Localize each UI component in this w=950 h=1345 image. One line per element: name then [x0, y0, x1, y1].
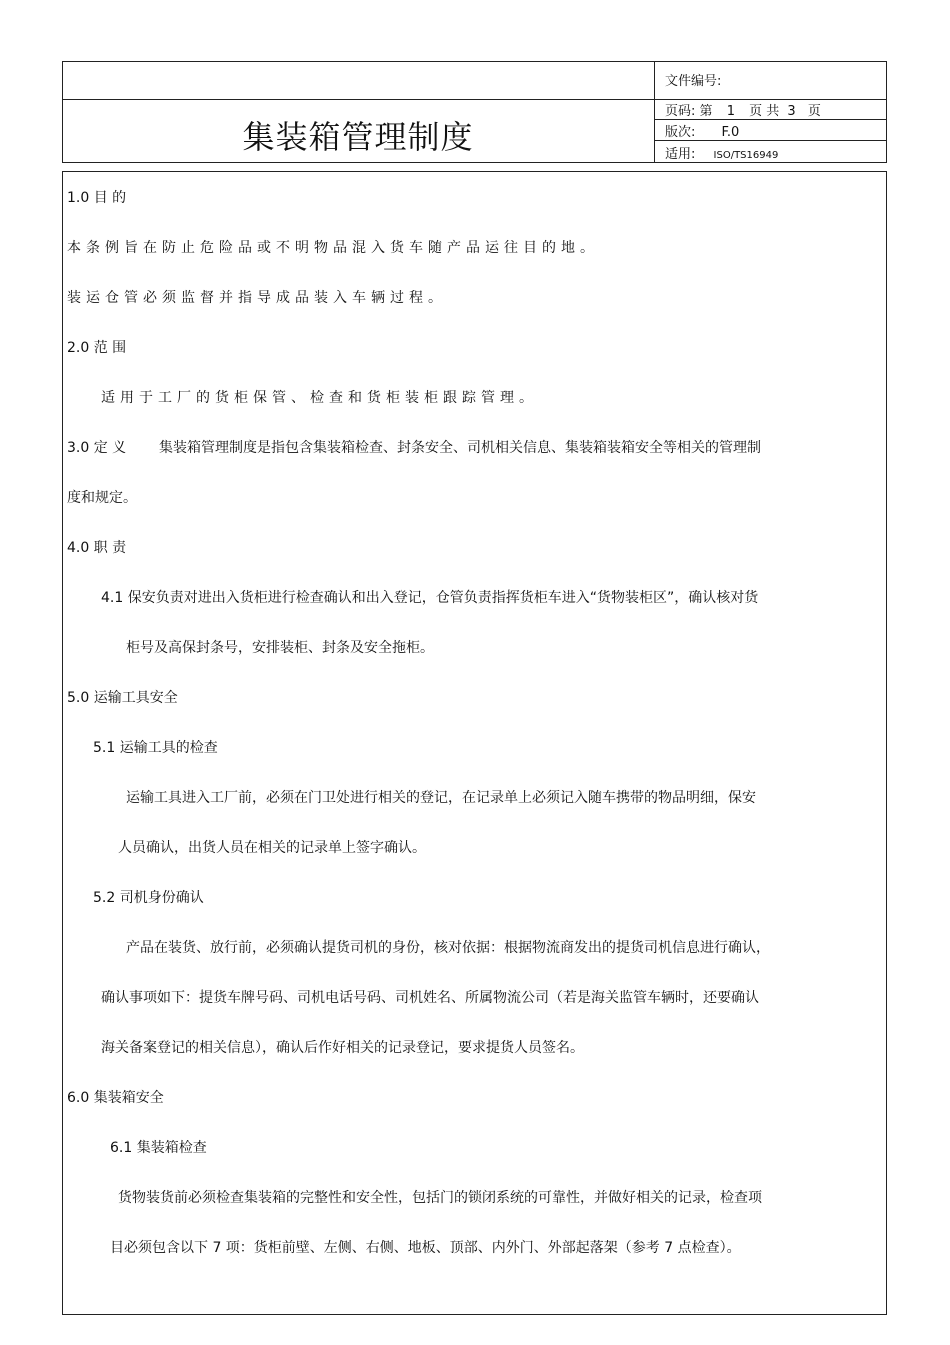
paragraph-line: 集装箱管理制度是指包含集装箱检查、封条安全、司机相关信息、集装箱装箱安全等相关的管理制 — [159, 440, 761, 456]
section-heading: 5.0 运输工具安全 — [67, 690, 178, 706]
section-heading: 1.0 目 的 — [67, 190, 127, 206]
page-current: 1 — [726, 104, 735, 119]
version-value: F.0 — [721, 125, 740, 140]
doc-number-label: 文件编号: — [665, 74, 722, 89]
paragraph-line: 货物装货前必须检查集装箱的完整性和安全性，包括门的锁闭系统的可靠性，并做好相关的记录，检查项 — [118, 1190, 762, 1206]
paragraph-line: 海关备案登记的相关信息），确认后作好相关的记录登记，要求提货人员签名。 — [101, 1040, 584, 1056]
page-total: 3 — [787, 104, 796, 119]
paragraph-line: 装运仓管必须监督并指导成品装入车辆过程。 — [67, 290, 447, 306]
page-mid: 页 共 — [749, 104, 780, 119]
subsection-heading: 5.2 司机身份确认 — [93, 890, 204, 906]
version-field — [665, 121, 739, 140]
document-title: 集装箱管理制度 — [242, 118, 474, 156]
subsection-heading: 5.1 运输工具的检查 — [93, 740, 218, 756]
page-number-field — [665, 100, 821, 119]
applies-value: ISO/TS16949 — [713, 150, 779, 161]
section-heading: 4.0 职 责 — [67, 540, 127, 556]
version-label: 版次: — [665, 125, 696, 140]
section-heading: 2.0 范 围 — [67, 340, 127, 356]
paragraph-line: 确认事项如下：提货车牌号码、司机电话号码、司机姓名、所属物流公司（若是海关监管车辆时，还要确认 — [101, 990, 759, 1006]
section-heading: 3.0 定 义 — [67, 440, 127, 456]
paragraph-line: 本条例旨在防止危险品或不明物品混入货车随产品运往目的地。 — [67, 240, 599, 256]
doc-number-field — [665, 70, 721, 89]
paragraph-line: 产品在装货、放行前，必须确认提货司机的身份，核对依据：根据物流商发出的提货司机信息进行确认， — [126, 940, 770, 956]
paragraph-line: 人员确认，出货人员在相关的记录单上签字确认。 — [118, 840, 426, 856]
paragraph-line: 4.1 保安负责对进出入货柜进行检查确认和出入登记，仓管负责指挥货柜车进入“货物装柜区”，确认核对货 — [101, 590, 759, 606]
applies-label: 适用: — [665, 147, 696, 162]
section-heading: 6.0 集装箱安全 — [67, 1090, 164, 1106]
page-label: 页码: — [665, 104, 696, 119]
page-prefix: 第 — [699, 104, 713, 119]
applies-field — [665, 143, 778, 162]
paragraph-line: 运输工具进入工厂前，必须在门卫处进行相关的登记，在记录单上必须记入随车携带的物品明细，保安 — [126, 790, 756, 806]
paragraph-line: 度和规定。 — [67, 490, 137, 506]
paragraph-line: 适用于工厂的货柜保管、检查和货柜装柜跟踪管理。 — [101, 390, 538, 406]
paragraph-line: 目必须包含以下 7 项：货柜前壁、左侧、右侧、地板、顶部、内外门、外部起落架（参考 7 点检查）。 — [110, 1240, 741, 1256]
subsection-heading: 6.1 集装箱检查 — [110, 1140, 207, 1156]
paragraph-line: 柜号及高保封条号，安排装柜、封条及安全拖柜。 — [126, 640, 434, 656]
page-suffix: 页 — [807, 104, 821, 119]
